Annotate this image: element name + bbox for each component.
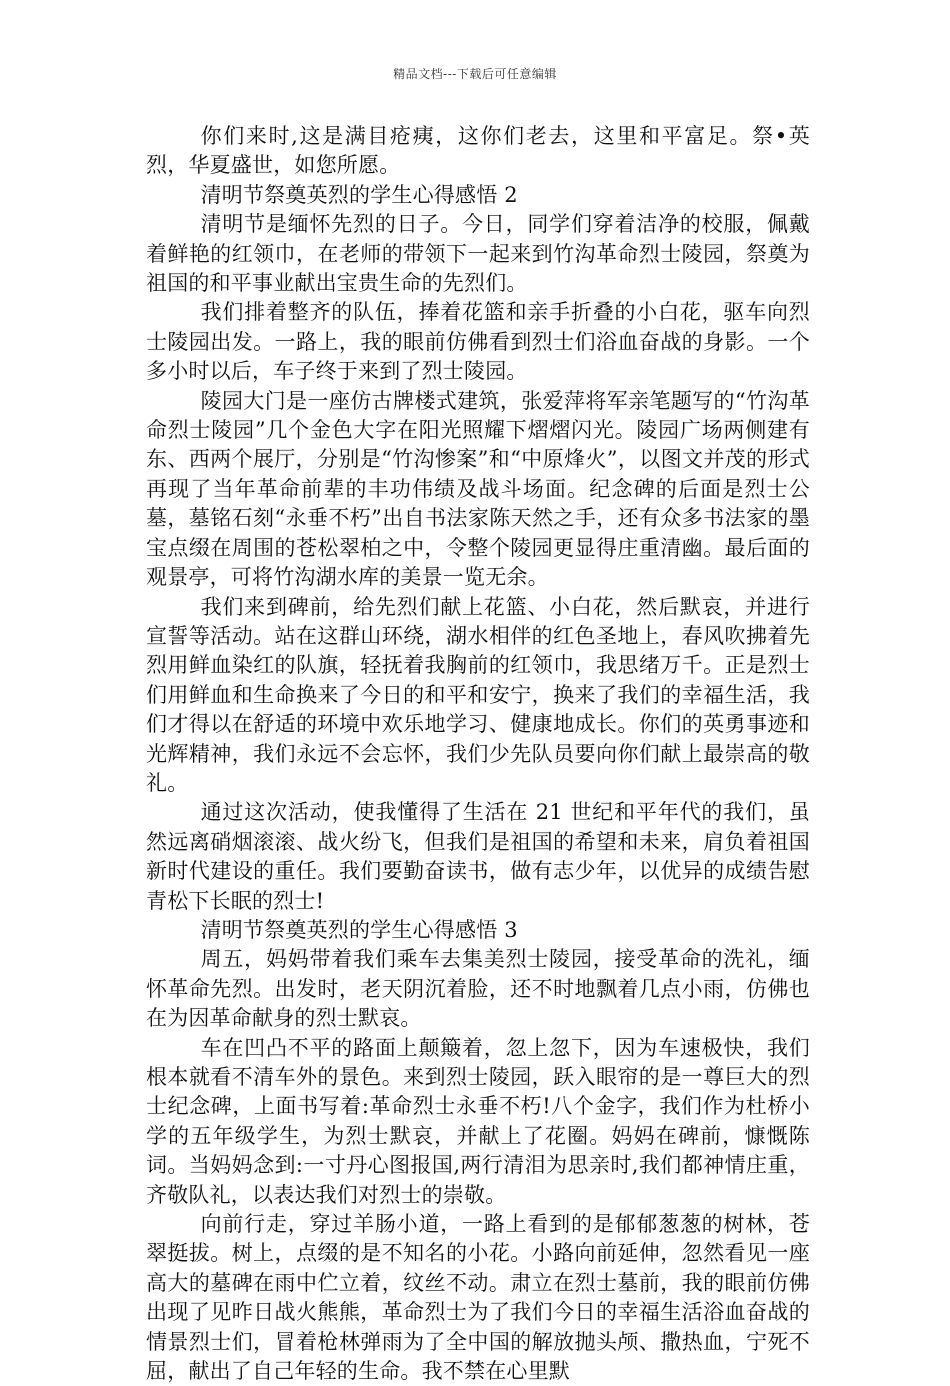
paragraph: 周五，妈妈带着我们乘车去集美烈士陵园，接受革命的洗礼，缅怀革命先烈。出发时，老天阴沉着脸，还不时地飘着几点小雨，仿佛也在为因革命献身的烈士默哀。 [146,947,810,1031]
paragraph: 我们来到碑前，给先烈们献上花篮、小白花，然后默哀，并进行宣誓等活动。站在这群山环绕，湖水相伴的红色圣地上，春风吹拂着先烈用鲜血染红的队旗，轻抚着我胸前的红领巾，我思绪万千。正是烈士们用鲜血和生命换来了今日的和平和安宁，换来了我们的幸福生活，我们才得以在舒适的环境中欢乐地学习、健康地成长。你们的英勇事迹和光辉精神，我们永远不会忘怀，我们少先队员要向你们献上最崇高的敬礼。 [146,594,810,795]
document-body [146,122,810,1386]
paragraph: 车在凹凸不平的路面上颠簸着，忽上忽下，因为车速极快，我们根本就看不清车外的景色。来到烈士陵园，跃入眼帘的是一尊巨大的烈士纪念碑，上面书写着:革命烈士永垂不朽!八个金字，我们作为杜桥小学的五年级学生，为烈士默哀，并献上了花圈。妈妈在碑前，慷慨陈词。当妈妈念到:一寸丹心图报国,两行清泪为思亲时,我们都神情庄重，齐敬队礼，以表达我们对烈士的崇敬。 [146,1035,810,1207]
page-header: 精品文档---下载后可任意编辑 [393,67,557,81]
paragraph: 你们来时,这是满目疮痍，这你们老去，这里和平富足。祭•英烈，华夏盛世，如您所愿。 [146,124,810,178]
paragraph: 我们排着整齐的队伍，捧着花篮和亲手折叠的小白花，驱车向烈士陵园出发。一路上，我的眼前仿佛看到烈士们浴血奋战的身影。一个多小时以后，车子终于来到了烈士陵园。 [146,300,810,384]
paragraph: 陵园大门是一座仿古牌楼式建筑，张爱萍将军亲笔题写的“竹沟革命烈士陵园”几个金色大字在阳光照耀下熠熠闪光。陵园广场两侧建有东、西两个展厅，分别是“竹沟惨案”和“中原烽火”，以图文并茂的形式再现了当年革命前辈的丰功伟绩及战斗场面。纪念碑的后面是烈士公墓，墓铭石刻“永垂不朽”出自书法家陈天然之手，还有众多书法家的墨宝点缀在周围的苍松翠柏之中，令整个陵园更显得庄重清幽。最后面的观景亭，可将竹沟湖水库的美景一览无余。 [146,388,810,590]
paragraph: 通过这次活动，使我懂得了生活在 21 世纪和平年代的我们，虽然远离硝烟滚滚、战火纷飞，但我们是祖国的希望和未来，肩负着祖国新时代建设的重任。我们要勤奋读书，做有志少年，以优异的成绩告慰青松下长眠的烈士! [146,800,810,913]
paragraph: 向前行走，穿过羊肠小道，一路上看到的是郁郁葱葱的树林，苍翠挺拔。树上，点缀的是不知名的小花。小路向前延伸，忽然看见一座高大的墓碑在雨中伫立着，纹丝不动。肃立在烈士墓前，我的眼前仿佛出现了见昨日战火熊熊，革命烈士为了我们今日的幸福生活浴血奋战的情景烈士们，冒着枪林弹雨为了全中国的解放抛头颅、撒热血，宁死不屈，献出了自己年轻的生命。我不禁在心里默 [146,1212,810,1384]
paragraph: 清明节是缅怀先烈的日子。今日，同学们穿着洁净的校服，佩戴着鲜艳的红领巾，在老师的带领下一起来到竹沟革命烈士陵园，祭奠为祖国的和平事业献出宝贵生命的先烈们。 [146,212,810,296]
section-heading: 清明节祭奠英烈的学生心得感悟 2 [200,182,518,207]
section-heading: 清明节祭奠英烈的学生心得感悟 3 [200,917,518,942]
